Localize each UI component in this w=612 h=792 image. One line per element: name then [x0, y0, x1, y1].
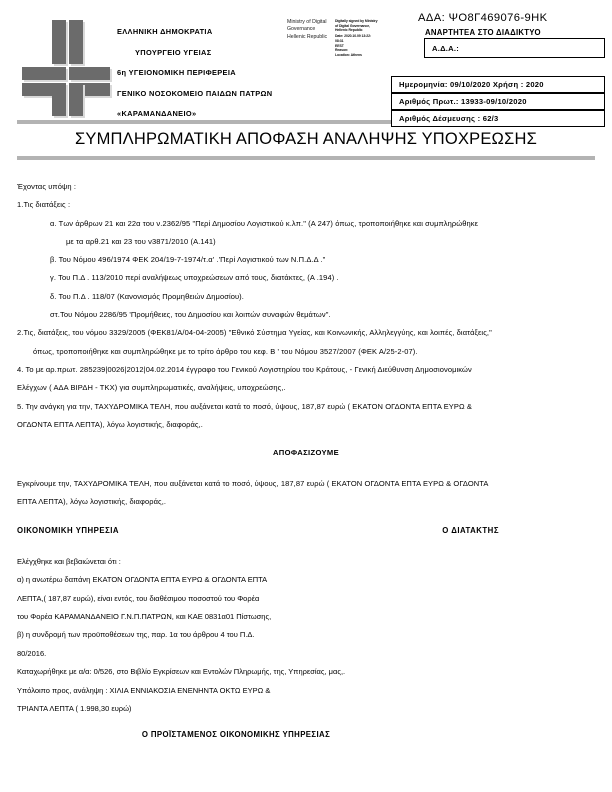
provision-item-2-cont: όπως, τροποποιήθηκε και συμπληρώθηκε με το τρίτο άρθρο του κεφ. Β ' του Νόμου 3527/2007 (ΦΕΚ Α/25-2-07). — [33, 346, 418, 356]
provision-item-st: στ.Του Νόμου 2286/95 'Προμήθειες, του Δημοσίου και λοιπών συναφών θεμάτων". — [50, 310, 331, 320]
publication-notice: ΑΝΑΡΤΗΤΕΑ ΣΤΟ ΔΙΑΔΙΚΤΥΟ — [425, 28, 541, 37]
registration-text: Καταχωρήθηκε με α/α: 0/526, στο Βιβλίο Εγκρίσεων και Εντολών Πληρωμής, της, Υπηρεσίας, μας,. — [17, 667, 346, 677]
authorizer-label: Ο ΔΙΑΤΑΚΤΗΣ — [442, 525, 499, 535]
document-header — [0, 0, 612, 123]
date-value: Ημερομηνία: 09/10/2020 Χρήση : 2020 — [399, 80, 544, 89]
provision-item-b: β. Του Νόμου 496/1974 ΦΕΚ 204/19-7-1974/τ.α' .'Περί Λογιστικού των Ν.Π.Δ.Δ ." — [50, 255, 326, 265]
date-box — [391, 76, 605, 93]
commitment-number-box — [391, 110, 605, 127]
provision-item-4: 4. Το με αρ.πρωτ. 285239|0026|2012|04.02.2014 έγγραφο του Γενικού Λογιστηρίου του Κράτους, - Γενική Διεύθυνση Δημοσιονομικών — [17, 364, 472, 374]
document-body — [0, 178, 612, 553]
verification-line-b2: 80/2016. — [17, 648, 47, 658]
decision-line-1: Εγκρίνουμε την, ΤΑΧΥΔΡΟΜΙΚΑ ΤΕΛΗ, που αυξάνεται κατά το ποσό, ύψους, 187,87 ευρώ ( ΕΚΑΤΟΝ ΟΓΔΟΝΤΑ ΕΠΤΑ ΕΥΡΩ & ΟΓΔΟΝΤΑ — [17, 479, 489, 489]
provision-item-5: 5. Την ανάγκη για την, ΤΑΧΥΔΡΟΜΙΚΑ ΤΕΛΗ, που αυξάνεται κατά το ποσό, ύψους, 187,87 ευρώ ( ΕΚΑΤΟΝ ΟΓΔΟΝΤΑ ΕΠΤΑ ΕΥΡΩ & — [17, 401, 472, 411]
ada-field-label: Α.Δ.Α.: — [432, 43, 460, 53]
decision-line-2: ΕΠΤΑ ΛΕΠΤΑ), λόγω λογιστικής, διαφοράς,. — [17, 497, 167, 507]
preamble-line: Έχοντας υπόψη : — [17, 182, 77, 191]
protocol-number-box — [391, 93, 605, 110]
provision-item-4-cont: Ελέγχων ( ΑΔΑ ΒΙΡΔΗ - ΤΚΧ) για συμπληρωματικές, αναλήψεις, υποχρεώσης,. — [17, 383, 286, 393]
verification-block — [0, 553, 612, 745]
decision-heading: ΑΠΟΦΑΣΙΖΟΥΜΕ — [272, 448, 340, 458]
provision-item-d: δ. Του Π.Δ . 118/07 (Κανονισμός Προμηθειών Δημοσίου). — [50, 291, 244, 301]
provision-item-2: 2.Τις, διατάξεις, του νόμου 3329/2005 (ΦΕΚ81/Α/04-04-2005) "Εθνικό Σύστημα Υγείας, και Κοινωνικής, Αλληλεγγύης, και λοιπές, διατάξεις," — [17, 328, 492, 338]
financial-service-label: ΟΙΚΟΝΟΜΙΚΗ ΥΠΗΡΕΣΙΑ — [17, 525, 120, 535]
greek-cross-logo-icon — [22, 20, 110, 116]
org-line-hospital: ΓΕΝΙΚΟ ΝΟΣΟΚΟΜΕΙΟ ΠΑΙΔΩΝ ΠΑΤΡΩΝ — [117, 88, 273, 98]
provision-item-c: γ. Του Π.Δ . 113/2010 περί αναλήψεως υποχρεώσεων από τους, διατάκτες, (Α .194) . — [50, 273, 339, 283]
footer-signature-title: Ο ΠΡΟΪΣΤΑΜΕΝΟΣ ΟΙΚΟΝΟΜΙΚΗΣ ΥΠΗΡΕΣΙΑΣ — [141, 730, 331, 740]
organization-block — [117, 22, 297, 125]
provision-item-5-cont: ΟΓΔΟΝΤΑ ΕΠΤΑ ΛΕΠΤΑ), λόγω λογιστικής, διαφοράς,. — [17, 419, 203, 429]
balance-line-2: ΤΡΙΑΝΤΑ ΛΕΠΤΑ ( 1.998,30 ευρώ) — [17, 704, 132, 713]
verification-line-b1: β) η συνδρομή των προϋποθέσεων της, παρ. 1α του άρθρου 4 του Π.Δ. — [17, 630, 255, 640]
provision-item-a-cont: με τα αρθ.21 και 23 του ν3871/2010 (Α.141) — [66, 236, 216, 246]
ada-field-box[interactable] — [424, 38, 605, 58]
verification-intro: Ελέγχθηκε και βεβαιώνεται ότι : — [17, 556, 121, 566]
signature-row — [17, 526, 595, 535]
signature-authority: Ministry of Digital Governance Hellenic Republic — [287, 19, 328, 40]
verification-line-a2: ΛΕΠΤΑ,( 187,87 ευρώ), είναι εντός, του διαθέσιμου ποσοστού του Φορέα — [17, 593, 260, 603]
org-line-country: ΕΛΛΗΝΙΚΗ ΔΗΜΟΚΡΑΤΙΑ — [117, 27, 213, 36]
digital-signature-stamp — [287, 19, 395, 57]
protocol-value: Αριθμός Πρωτ.: 13933-09/10/2020 — [399, 97, 527, 106]
org-line-ministry: ΥΠΟΥΡΓΕΙΟ ΥΓΕΙΑΣ — [135, 47, 212, 57]
page-title: ΣΥΜΠΛΗΡΩΜΑΤΙΚΗ ΑΠΟΦΑΣΗ ΑΝΑΛΗΨΗΣ ΥΠΟΧΡΕΩΣΗΣ — [74, 130, 538, 148]
signature-details: Digitally signed by Ministry of Digital Governance, Hellenic Republic Date: 2020.10.09 13:22: 08:31 EEST Reason: Location: Athens — [335, 19, 378, 57]
provisions-heading: 1.Τις διατάξεις : — [17, 200, 71, 210]
verification-line-a3: του Φορέα ΚΑΡΑΜΑΝΔΑΝΕΙΟ Γ.Ν.Π.ΠΑΤΡΩΝ, και ΚΑΕ 0831α01 Πίστωσης, — [17, 611, 272, 621]
ada-code: ΑΔΑ: ΨΟ8Γ469076-9ΗΚ — [418, 12, 548, 24]
org-line-health-region: 6η ΥΓΕΙΟΝΟΜΙΚΗ ΠΕΡΙΦΕΡΕΙΑ — [117, 68, 236, 77]
title-rule-bottom — [17, 156, 595, 160]
verification-line-a1: α) η ανωτέρω δαπάνη ΕΚΑΤΟΝ ΟΓΔΟΝΤΑ ΕΠΤΑ ΕΥΡΩ & ΟΓΔΟΝΤΑ ΕΠΤΑ — [17, 575, 268, 585]
provision-item-a: α. Των άρθρων 21 και 22α του ν.2362/95 "Περί Δημοσίου Λογιστικού κ.λπ." (Α 247) όπως, τροποποιήθηκε και συμπληρώθηκε — [50, 218, 479, 228]
org-line-hospital-name: «ΚΑΡΑΜΑΝΔΑΝΕΙΟ» — [117, 109, 197, 118]
commitment-value: Αριθμός Δέσμευσης : 62/3 — [399, 114, 499, 123]
balance-line-1: Υπόλοιπο προς, ανάληψη : ΧΙΛΙΑ ΕΝΝΙΑΚΟΣΙΑ ΕΝΕΝΗΝΤΑ ΟΚΤΩ ΕΥΡΩ & — [17, 685, 271, 695]
